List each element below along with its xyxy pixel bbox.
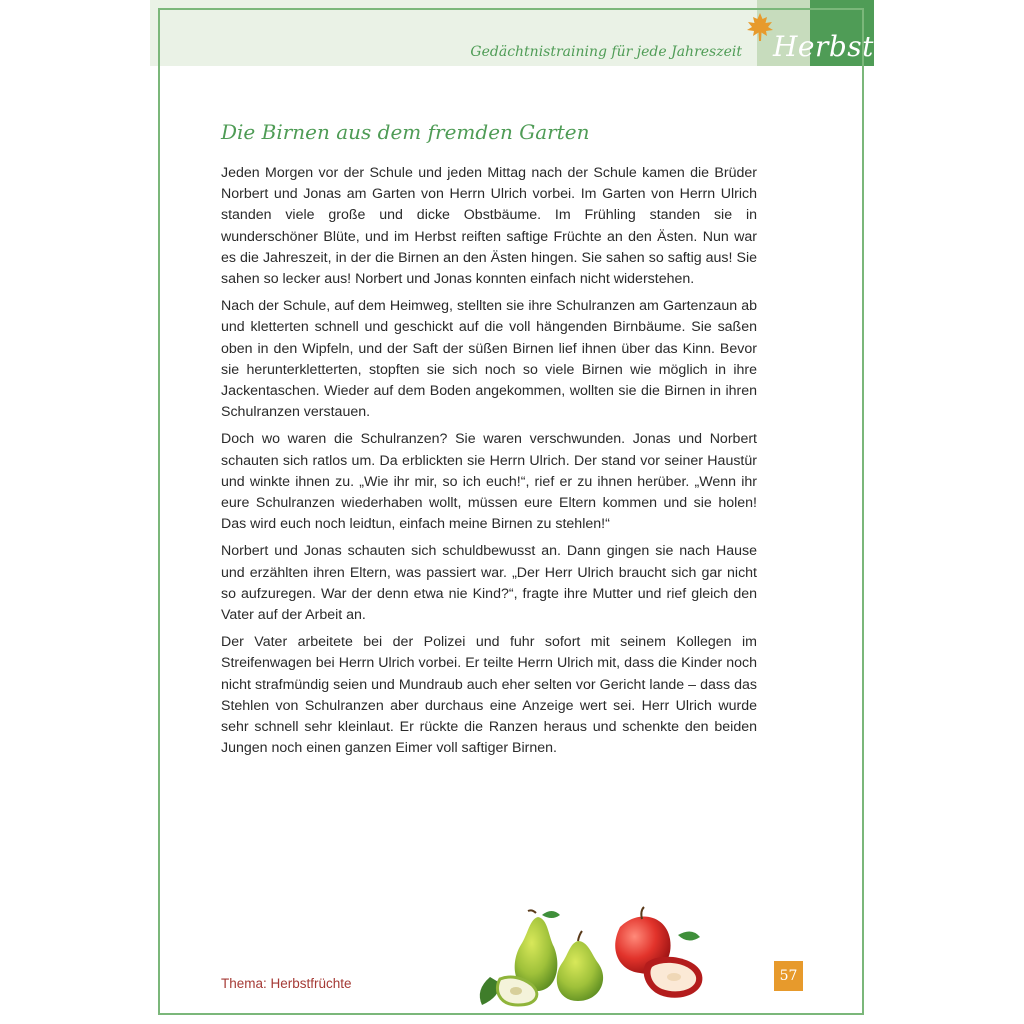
paragraph-3: Doch wo waren die Schulranzen? Sie waren verschwunden. Jonas und Norbert schauten sich ratlos um. Da erblickten sie Herrn Ulrich. Der stand vor seiner Haustür und winkte ihnen zu. „Wie ihr mir, so ich euch!“, rief er zu ihnen herüber. „Wenn ihr eure Schulranzen wiederhaben wollt, müssen eure Eltern kommen und sie holen! Das wird euch noch leidtun, einfach meine Birnen zu stehlen!“ <box>221 431 757 533</box>
maple-leaf-icon <box>744 11 776 43</box>
paragraph-2: Nach der Schule, auf dem Heimweg, stellten sie ihre Schulranzen am Gartenzaun ab und kletterten schnell und geschickt auf die voll hängenden Birnbäume. Sie saßen oben in den Wipfeln, und der Saft der süßen Birnen lief ihnen über das Kinn. Bevor sie herunterkletterten, stopften sie sich noch so viele Birnen wie möglich in ihre Jackentaschen. Wieder auf dem Boden angekommen, wollten sie die Birnen in ihren Schulranzen verstauen. <box>221 298 757 421</box>
article-title: Die Birnen aus dem fremden Garten <box>221 120 590 144</box>
footer-topic: Thema: Herbstfrüchte <box>221 976 352 991</box>
paragraph-5: Der Vater arbeitete bei der Polizei und fuhr sofort mit seinem Kollegen im Streifenwagen bei Herrn Ulrich vorbei. Er teilte Herrn Ulrich mit, dass die Kinder noch nicht strafmündig seien und Mundraub auch eher selten vor Gericht lande – dass das Stehlen von Schulranzen aber durchaus eine Anzeige wert sei. Herr Ulrich wurde sehr schnell sehr kleinlaut. Er rückte die Ranzen heraus und schenkte den beiden Jungen noch einen ganzen Eimer voll saftiger Birnen. <box>221 634 757 757</box>
header-subtitle: Gedächtnistraining für jede Jahreszeit <box>470 44 742 60</box>
article-body <box>221 163 757 765</box>
pears-and-apple-image <box>470 905 710 1010</box>
paragraph-1: Jeden Morgen vor der Schule und jeden Mittag nach der Schule kamen die Brüder Norbert und Jonas am Garten von Herrn Ulrich vorbei. Im Garten von Herrn Ulrich standen viele große und dicke Obstbäume. Im Frühling standen sie in wunderschöner Blüte, und im Herbst reiften saftige Früchte an den Ästen. Nun war es die Jahreszeit, in der die Birnen an den Ästen hingen. Sie sahen so saftig aus! Sie sahen so lecker aus! Norbert und Jonas konnten einfach nicht widerstehen. <box>221 165 757 288</box>
page-number: 57 <box>774 961 803 991</box>
season-label: Herbst <box>773 30 874 63</box>
paragraph-4: Norbert und Jonas schauten sich schuldbewusst an. Dann gingen sie nach Hause und erzählten ihren Eltern, was passiert war. „Der Herr Ulrich braucht sich gar nicht so aufzuregen. War der denn etwa nie Kind?“, fragte ihre Mutter und rief gleich den Vater auf der Arbeit an. <box>221 543 757 624</box>
